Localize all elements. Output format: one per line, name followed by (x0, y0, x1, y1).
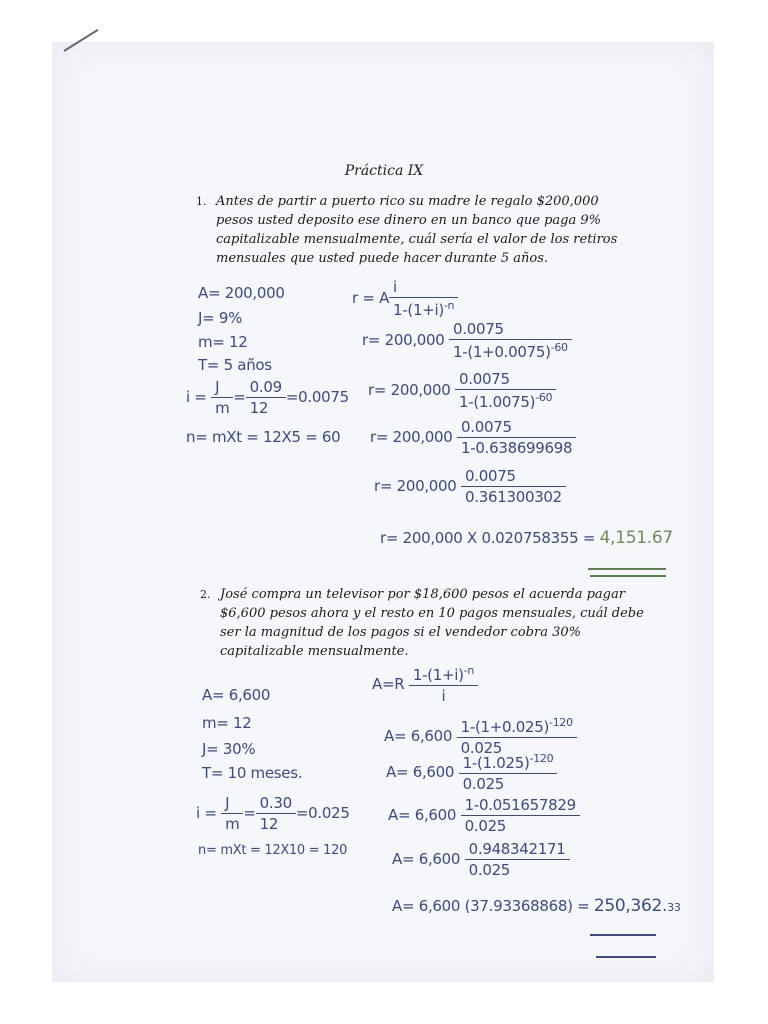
answer-2-underline (590, 934, 656, 936)
formula-2: A=R $\frac{1-(1+i)^{-n}}{i}$ (372, 664, 478, 705)
given-m: m= 12 (198, 333, 248, 351)
n-calc: n= mXt = 12X5 = 60 (186, 428, 341, 446)
step-1: r= 200,000 $\frac{0.0075}{1-(1+0.0075)^{-60}}$ (362, 320, 572, 361)
step-2: A= 6,600 $\frac{1-(1.025)^{-120}}{0.025}$ (386, 752, 557, 793)
answer-1-underline (588, 568, 666, 570)
step-3: r= 200,000 $\frac{0.0075}{1-0.638699698}$ (370, 418, 576, 457)
question-2-line: José compra un televisor por $18,600 pesos el acuerda pagar (220, 587, 625, 602)
question-1-line: mensuales que usted puede hacer durante 5 años. (216, 251, 548, 266)
question-2-line: $6,600 pesos ahora y el resto en 10 pagos mensuales, cuál debe (220, 606, 644, 621)
given-J: J= 9% (198, 309, 243, 327)
question-1-line: Antes de partir a puerto rico su madre le regalo $200,000 (216, 194, 599, 209)
given-A: A= 6,600 (202, 686, 271, 704)
answer-2-underline (596, 956, 656, 958)
step-4: A= 6,600 $\frac{0.948342171}{0.025}$ (392, 840, 570, 879)
question-1 (196, 192, 618, 268)
page-title: Práctica IX (344, 163, 424, 179)
step-4: r= 200,000 $\frac{0.0075}{0.361300302}$ (374, 467, 566, 506)
given-T: T= 10 meses. (202, 764, 303, 782)
question-1-line: capitalizable mensualmente, cuál sería el valor de los retiros (216, 232, 618, 247)
question-2-line: capitalizable mensualmente. (220, 644, 409, 659)
answer-1-underline (590, 575, 666, 577)
question-2-number: 2. (200, 588, 211, 601)
n-calc: n= mXt = 12X10 = 120 (198, 843, 348, 858)
answer-1: 4,151.67 (599, 528, 673, 548)
given-J: J= 30% (202, 740, 256, 758)
paper-sheet (52, 42, 714, 982)
step-2: r= 200,000 $\frac{0.0075}{1-(1.0075)^{-60}}$ (368, 370, 556, 411)
formula-1: r = A $\frac{i}{1-(1+i)^{-n}}$ (352, 278, 458, 319)
given-A: A= 200,000 (198, 284, 285, 302)
step-5: r= 200,000 X 0.020758355 = 4,151.67 (380, 528, 673, 548)
rate-calc: i = $\frac{J}{m}$ = $\frac{0.09}{12}$ =0.0075 (186, 378, 349, 417)
step-3: A= 6,600 $\frac{1-0.051657829}{0.025}$ (388, 796, 580, 835)
given-m: m= 12 (202, 714, 252, 732)
given-T: T= 5 años (198, 356, 272, 374)
answer-2: 250,362.33 (593, 896, 681, 916)
rate-calc: i = $\frac{J}{m}$ = $\frac{0.30}{12}$ =0.025 (196, 794, 350, 833)
step-5: A= 6,600 (37.93368868) = 250,362.33 (392, 896, 681, 916)
question-1-number: 1. (196, 195, 207, 208)
question-1-line: pesos usted deposito ese dinero en un banco que paga 9% (216, 213, 601, 228)
question-2-line: ser la magnitud de los pagos si el vendedor cobra 30% (220, 625, 581, 640)
step-1: A= 6,600 $\frac{1-(1+0.025)^{-120}}{0.025}$ (384, 716, 577, 757)
question-2 (200, 585, 644, 661)
